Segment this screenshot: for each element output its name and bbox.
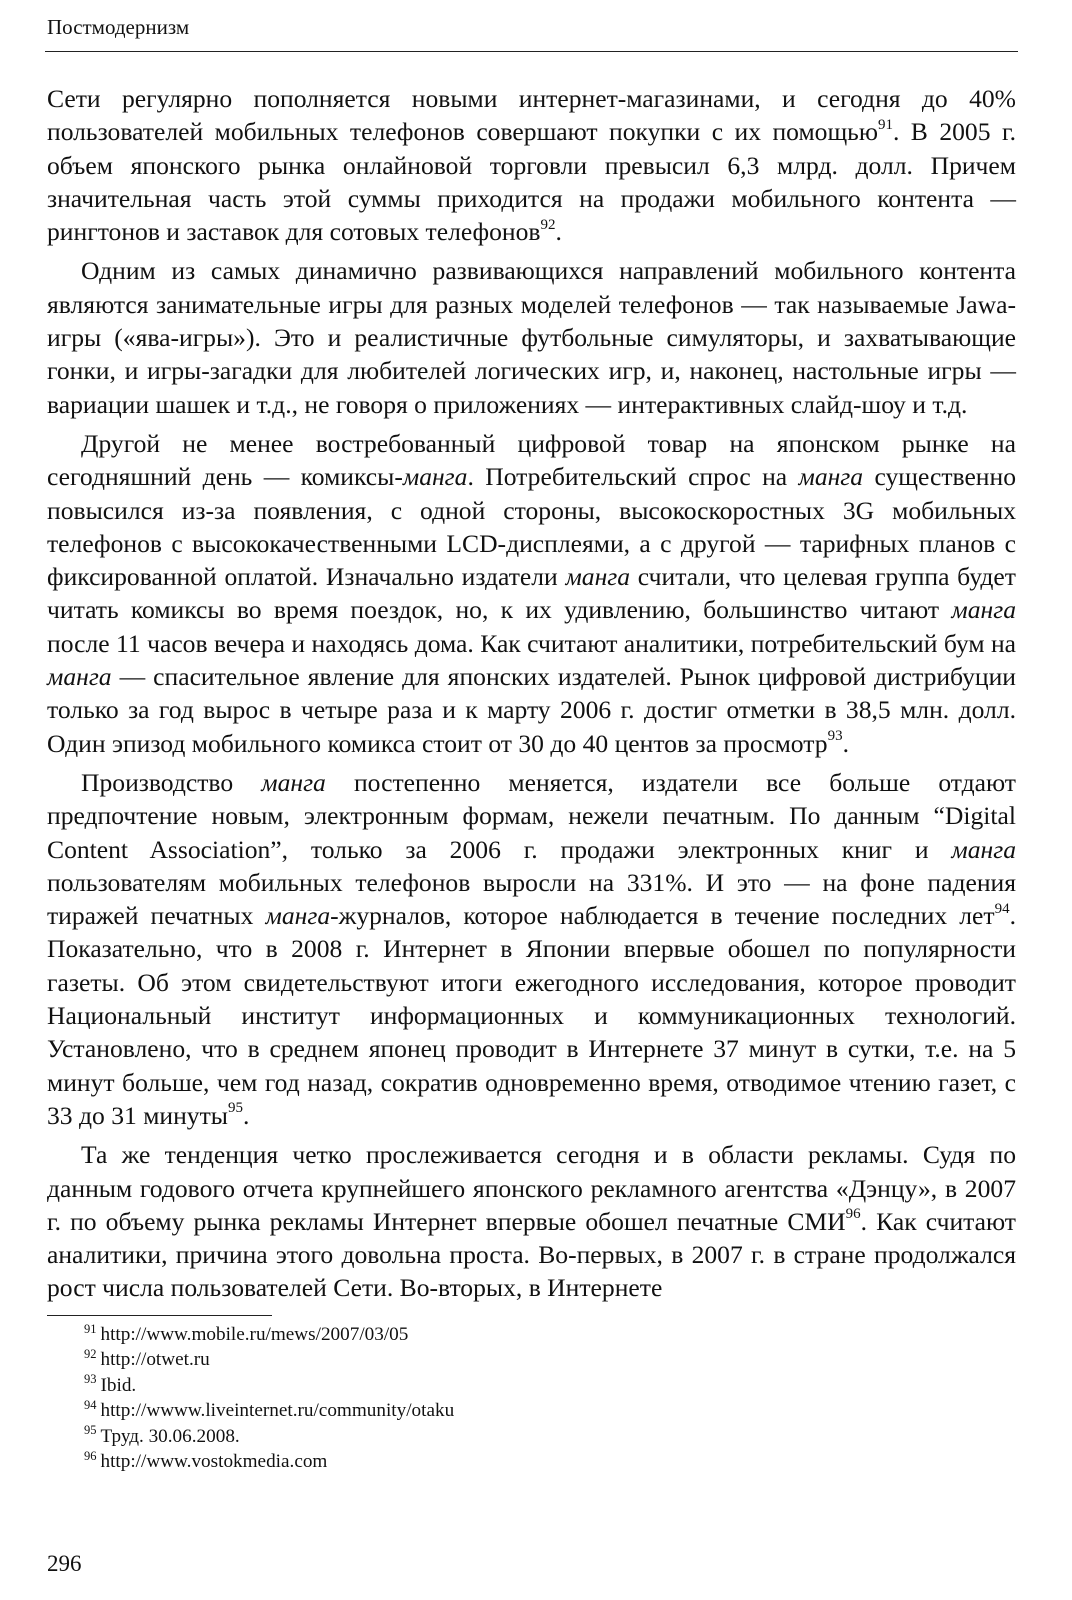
manga-term: манга [951,834,1016,864]
text-run: . Потребительский спрос на [467,462,799,492]
footnote-item [84,1322,984,1347]
footnote-ref-94[interactable]: 94 [994,900,1010,917]
footnote-link[interactable]: http://wwww.liveinternet.ru/community/otaku [100,1400,455,1422]
paragraph-5 [47,1138,1016,1304]
paragraph-1 [47,82,1016,248]
paragraph-2 [47,254,1016,420]
footnote-ref-91[interactable]: 91 [877,116,893,133]
header-rule [45,51,1018,52]
paragraph-4 [47,766,1016,1132]
manga-term: манга [565,562,631,592]
text-run: -журналов, которое наблюдается в течение последних лет [330,901,995,931]
footnote-item [84,1347,984,1372]
text-run: Одним из самых динамично развивающихся направлений мобильного контента являются занимательные игры для разных моделей телефонов — так называемые Jawa-игры («ява-игры»). Это и реалистичные футбольные симуляторы, и захватывающие гонки, и игры-загадки для любителей логических игр, и, наконец, настольные игры — вариации шашек и т.д., не говоря о приложениях — интерактивных слайд-шоу и т.д. [47,256,1016,419]
paragraph-3 [47,427,1016,760]
manga-term: манга [402,462,468,492]
text-run: считали, что целевая группа будет читать комиксы во время поездок, но, к их удивлению, большинство читают [47,562,1016,625]
text-run: . Как считают аналитики, причина этого довольна проста. Во-первых, в 2007 г. в стране продолжался рост числа пользователей Сети. Во-вторых, в Интернете [47,1206,1016,1303]
footnote-link[interactable]: http://www.mobile.ru/mews/2007/03/05 [100,1324,409,1345]
text-run: существенно повысился из-за появления, с одной стороны, высокоскоростных 3G мобильных телефонов с высококачественными LCD-дисплеями, а с другой — тарифных планов с фиксированной оплатой. Изначально издатели [47,462,1017,592]
footnote-ref-96[interactable]: 96 [845,1206,861,1223]
manga-term: манга [265,901,331,931]
footnote-ref-93[interactable]: 93 [827,728,843,745]
footnote-number: 94 [84,1397,97,1412]
footnote-ref-95[interactable]: 95 [227,1100,243,1117]
footnote-item [84,1373,984,1398]
footnote-number: 91 [84,1321,97,1336]
text-run: . Показательно, что в 2008 г. Интернет в Японии впервые обошел по популярности газеты. Об этом свидетельствуют итоги ежегодного исследования, которое проводит Национальный институт информационных и коммуникационных технологий. Установлено, что в среднем японец проводит в Интернете 37 минут в сутки, т.е. на 5 минут больше, чем год назад, сократив одновременно время, отводимое чтению газет, с 33 до 31 минуты [47,901,1016,1130]
footnote-item [84,1398,984,1423]
footnotes-list [84,1322,984,1474]
footnote-link[interactable]: http://otwet.ru [100,1349,210,1371]
text-run: . В 2005 г. объем японского рынка онлайновой торговли превысил 6,3 млрд. долл. Причем значительная часть этой суммы приходится на продажи мобильного контента — рингтонов и заставок для сотовых телефонов [47,117,1016,247]
text-run: Сети регулярно пополняется новыми интернет-магазинами, и сегодня до 40% пользователей мобильных телефонов совершают покупки с их помощью [47,84,1016,147]
footnote-item [84,1424,984,1449]
text-run: после 11 часов вечера и находясь дома. Как считают аналитики, потребительский бум на [47,628,1016,658]
footnote-number: 92 [84,1347,97,1362]
main-text [47,82,1016,1311]
manga-term: манга [951,595,1016,625]
page-number: 296 [47,1551,82,1576]
manga-term: манга [261,767,326,797]
footnote-text: Труд. 30.06.2008. [100,1425,240,1447]
footnote-text: Ibid. [100,1374,137,1396]
footnote-number: 95 [84,1423,97,1438]
text-run: — спасительное явление для японских издателей. Рынок цифровой дистрибуции только за год вырос в четыре раза и к марту 2006 г. достиг отметки в 38,5 млн. долл. Один эпизод мобильного комикса стоит от 30 до 40 центов за просмотр [47,662,1016,758]
text-run: . [555,217,562,247]
footnote-number: 93 [84,1372,97,1387]
footnote-ref-92[interactable]: 92 [540,216,556,233]
text-run: Та же тенденция четко прослеживается сегодня и в области рекламы. Судя по данным годового отчета крупнейшего японского рекламного агентства «Дэнцу», в 2007 г. по объему рынка рекламы Интернет впервые обошел печатные СМИ [47,1140,1016,1236]
manga-term: манга [47,662,112,692]
footnote-rule [47,1315,272,1316]
footnote-number: 96 [84,1448,97,1463]
manga-term: манга [798,462,864,492]
footnote-item [84,1449,984,1474]
running-title: Постмодернизм [47,15,190,39]
text-run: . [842,728,849,758]
text-run: пользователям мобильных телефонов выросли на 331%. И это — на фоне падения тиражей печатных [47,867,1016,931]
text-run: . [242,1100,250,1130]
text-run: постепенно меняется, издатели все больше отдают предпочтение новым, электронным формам, нежели печатным. По данным “Digital Content Association”, только за 2006 г. продажи электронных книг и [47,767,1016,864]
text-run: Производство [81,767,262,797]
text-run: Другой не менее востребованный цифровой товар на японском рынке на сегодняшний день — комиксы- [47,428,1016,492]
footnote-link[interactable]: http://www.vostokmedia.com [100,1451,328,1473]
